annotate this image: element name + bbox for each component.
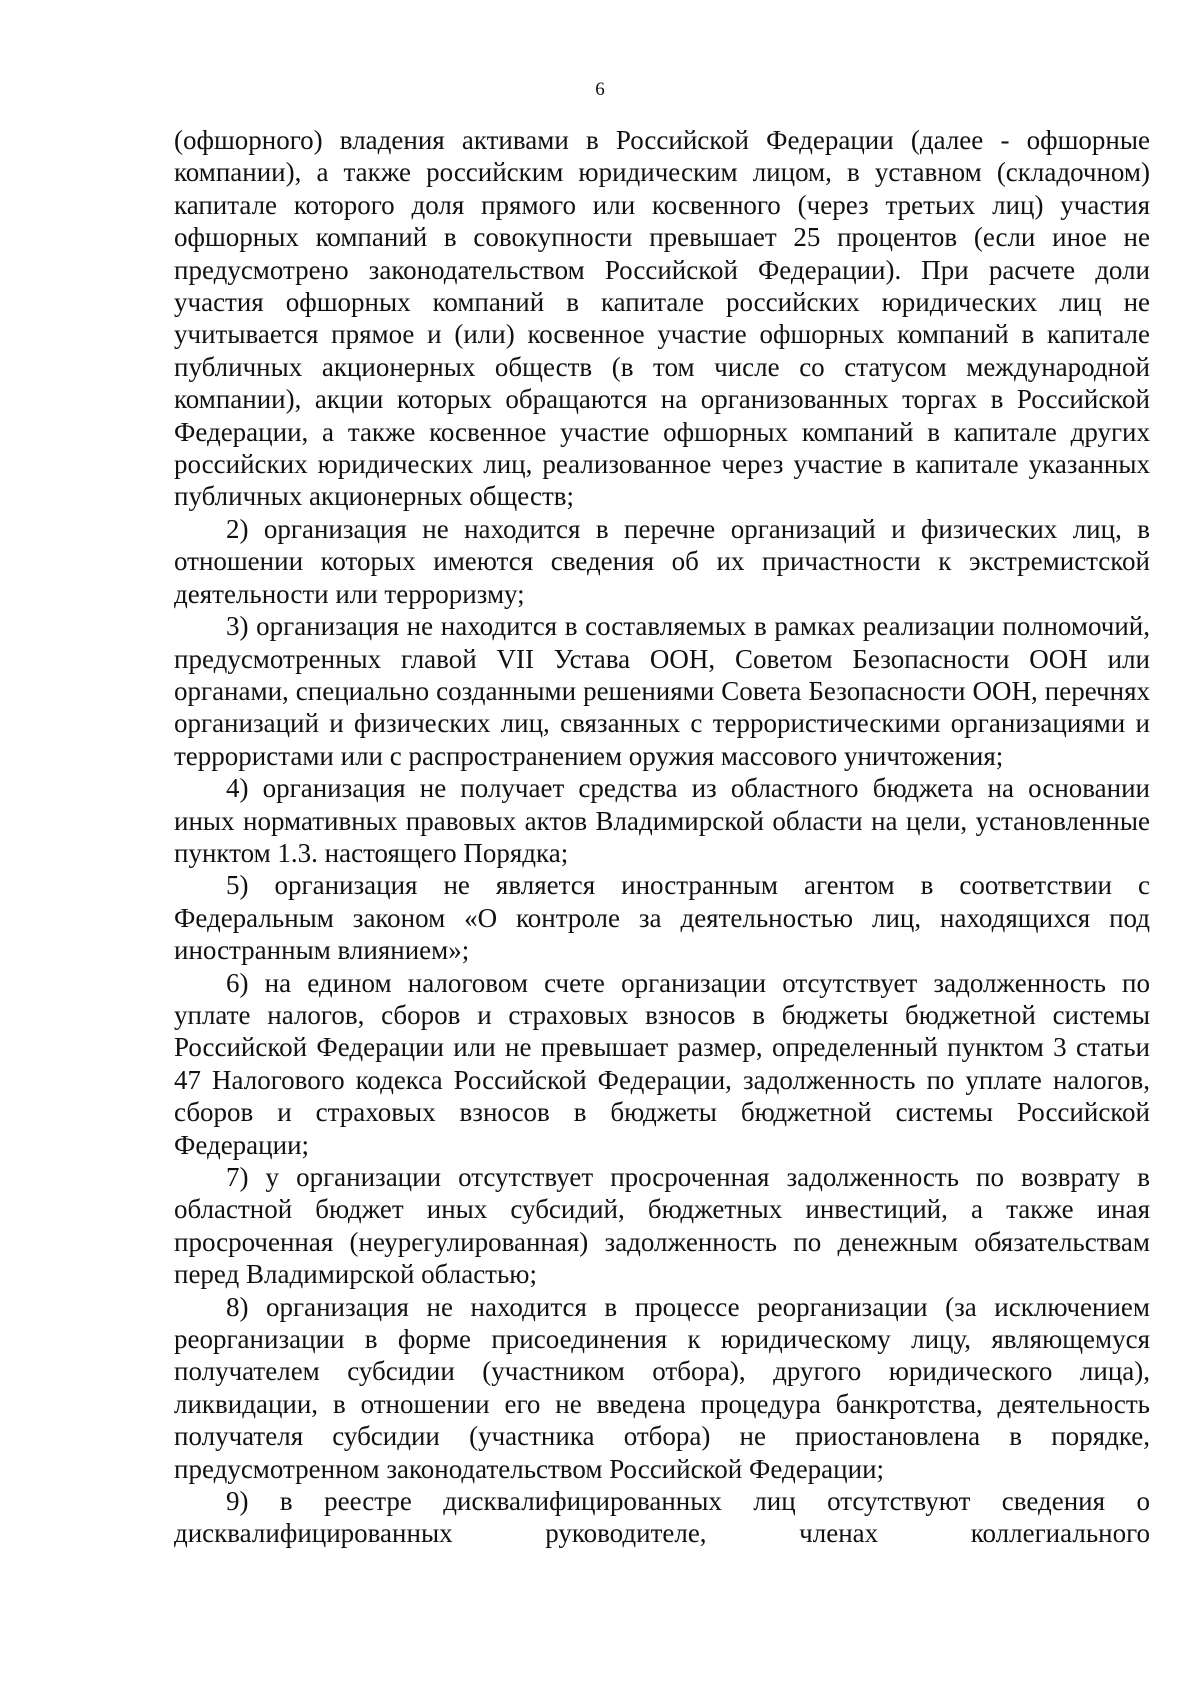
paragraph-item-5: 5) организация не является иностранным агентом в соответствии с Федеральным законом «О контроле за деятельностью лиц, находящихся под иностранным влиянием»; (174, 870, 1150, 966)
paragraph-item-4: 4) организация не получает средства из областного бюджета на основании иных нормативных правовых актов Владимирской области на цели, установленные пунктом 1.3. настоящего Порядка; (174, 773, 1150, 868)
paragraph-item-3: 3) организация не находится в составляемых в рамках реализации полномочий, предусмотренных главой VII Устава ООН, Советом Безопасности ООН или органами, специально созданными решениями Совета Безопасности ООН, перечнях организаций и физических лиц, связанных с террористическими организациями и террористами или с распространением оружия массового уничтожения; (174, 611, 1150, 771)
paragraph-item-9: 9) в реестре дисквалифицированных лиц отсутствуют сведения о дисквалифицированных руководителе, членах коллегиального (174, 1486, 1150, 1549)
document-body (174, 124, 1150, 1550)
paragraph-item-7: 7) у организации отсутствует просроченная задолженность по возврату в областной бюджет иных субсидий, бюджетных инвестиций, а также иная просроченная (неурегулированная) задолженность по денежным обязательствам перед Владимирской областью; (174, 1162, 1150, 1290)
paragraph-item-6: 6) на едином налоговом счете организации отсутствует задолженность по уплате налогов, сборов и страховых взносов в бюджеты бюджетной системы Российской Федерации или не превышает размер, определенный пунктом 3 статьи 47 Налогового кодекса Российской Федерации, задолженность по уплате налогов, сборов и страховых взносов в бюджеты бюджетной системы Российской Федерации; (174, 967, 1150, 1160)
paragraph-offshore-continuation: (офшорного) владения активами в Российской Федерации (далее - офшорные компании), а также российским юридическим лицом, в уставном (складочном) капитале которого доля прямого или косвенного (через третьих лиц) участия офшорных компаний в совокупности превышает 25 процентов (если иное не предусмотрено законодательством Российской Федерации). При расчете доли участия офшорных компаний в капитале российских юридических лиц не учитывается прямое и (или) косвенное участие офшорных компаний в капитале публичных акционерных обществ (в том числе со статусом международной компании), акции которых обращаются на организованных торгах в Российской Федерации, а также косвенное участие офшорных компаний в капитале других российских юридических лиц, реализованное через участие в капитале указанных публичных акционерных обществ; (174, 125, 1150, 512)
paragraph-item-8: 8) организация не находится в процессе реорганизации (за исключением реорганизации в форме присоединения к юридическому лицу, являющемуся получателем субсидии (участником отбора), другого юридического лица), ликвидации, в отношении его не введена процедура банкротства, деятельность получателя субсидии (участника отбора) не приостановлена в порядке, предусмотренном законодательством Российской Федерации; (174, 1291, 1150, 1484)
page-number: 6 (595, 79, 605, 100)
paragraph-item-2: 2) организация не находится в перечне организаций и физических лиц, в отношении которых имеются сведения об их причастности к экстремистской деятельности или терроризму; (174, 513, 1150, 609)
